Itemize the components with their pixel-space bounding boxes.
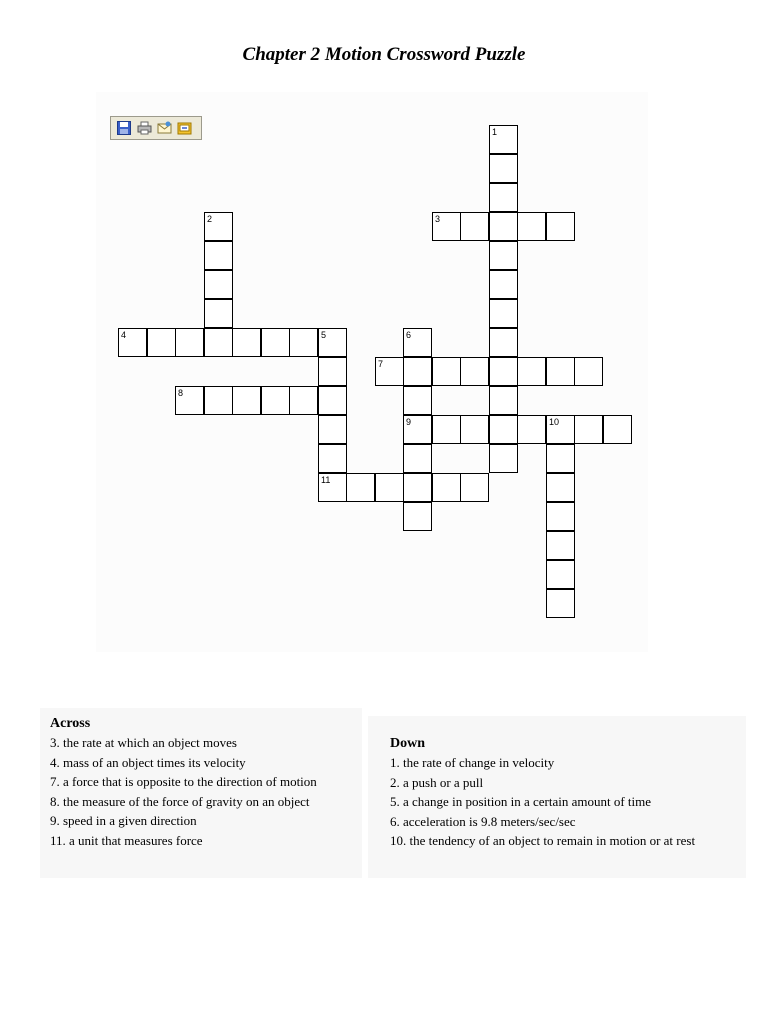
crossword-cell[interactable] [147,328,176,357]
crossword-cell[interactable] [346,473,375,502]
print-icon [137,121,152,135]
crossword-cell[interactable] [432,212,461,241]
down-clue-10: 10. the tendency of an object to remain in motion or at rest [390,833,696,848]
crossword-cell[interactable] [375,357,404,386]
across-heading: Across [50,716,91,731]
across-clue-4: 4. mass of an object times its velocity [50,754,246,770]
crossword-cell[interactable] [489,154,518,183]
crossword-cell[interactable] [546,444,575,473]
crossword-cell[interactable] [175,386,204,415]
crossword-cell[interactable] [546,357,575,386]
crossword-cell[interactable] [118,328,147,357]
clue-number: 8 [178,388,184,398]
crossword-cell[interactable] [403,357,432,386]
crossword-cell[interactable] [318,415,347,444]
crossword-cell[interactable] [546,560,575,589]
print-button[interactable] [135,119,153,137]
crossword-cell[interactable] [403,415,432,444]
crossword-cell[interactable] [175,328,204,357]
clue-number: 11 [321,475,331,485]
crossword-cell[interactable] [432,473,461,502]
down-clue-5: 5. a change in position in a certain amount of time [390,794,652,809]
crossword-cell[interactable] [204,386,233,415]
crossword-cell[interactable] [489,241,518,270]
puzzle-toolbar [110,116,202,140]
crossword-cell[interactable] [261,386,290,415]
crossword-cell[interactable] [489,212,518,241]
crossword-cell[interactable] [489,415,518,444]
crossword-cell[interactable] [574,357,603,386]
across-clue-8: 8. the measure of the force of gravity on an object [50,793,310,809]
email-button[interactable] [155,119,173,137]
down-clue-2: 2. a push or a pull [390,774,484,790]
email-icon [157,121,172,135]
across-clue-9: 9. speed in a given direction [50,813,197,828]
crossword-cell[interactable] [318,386,347,415]
crossword-cell[interactable] [289,328,318,357]
clue-number: 5 [321,330,327,340]
crossword-cell[interactable] [574,415,603,444]
export-icon [177,121,192,135]
crossword-cell[interactable] [546,212,575,241]
crossword-cell[interactable] [546,415,575,444]
crossword-cell[interactable] [489,386,518,415]
crossword-cell[interactable] [489,270,518,299]
crossword-cell[interactable] [489,183,518,212]
crossword-cell[interactable] [403,444,432,473]
crossword-cell[interactable] [403,473,432,502]
crossword-cell[interactable] [318,328,347,357]
crossword-cell[interactable] [517,212,546,241]
crossword-cell[interactable] [261,328,290,357]
crossword-cell[interactable] [489,328,518,357]
crossword-cell[interactable] [432,357,461,386]
crossword-cell[interactable] [517,415,546,444]
crossword-cell[interactable] [204,299,233,328]
crossword-cell[interactable] [489,357,518,386]
clue-number: 1 [492,127,498,137]
crossword-cell[interactable] [489,125,518,154]
crossword-cell[interactable] [375,473,404,502]
export-button[interactable] [175,119,193,137]
clue-number: 7 [378,359,384,369]
crossword-cell[interactable] [318,473,347,502]
clue-number: 10 [549,417,560,427]
crossword-cell[interactable] [232,386,261,415]
across-clue-7: 7. a force that is opposite to the direction of motion [50,774,317,789]
crossword-cell[interactable] [460,357,489,386]
crossword-cell[interactable] [204,212,233,241]
crossword-cell[interactable] [204,328,233,357]
save-button[interactable] [115,119,133,137]
crossword-cell[interactable] [318,357,347,386]
save-icon [117,121,131,135]
crossword-cell[interactable] [517,357,546,386]
crossword-cell[interactable] [546,502,575,531]
crossword-cell[interactable] [403,502,432,531]
down-clue-6: 6. acceleration is 9.8 meters/sec/sec [390,813,576,829]
crossword-cell[interactable] [204,270,233,299]
crossword-cell[interactable] [546,589,575,618]
clue-number: 9 [406,417,412,427]
clue-number: 4 [121,330,127,340]
down-clues [368,716,746,878]
crossword-cell[interactable] [460,415,489,444]
crossword-cell[interactable] [489,299,518,328]
clue-number: 3 [435,214,441,224]
crossword-cell[interactable] [289,386,318,415]
crossword-cell[interactable] [546,531,575,560]
page-title: Chapter 2 Motion Crossword Puzzle [242,44,526,65]
clue-number: 6 [406,330,412,340]
crossword-cell[interactable] [460,212,489,241]
crossword-cell[interactable] [603,415,632,444]
down-clue-1: 1. the rate of change in velocity [390,755,555,770]
crossword-cell[interactable] [204,241,233,270]
crossword-cell[interactable] [318,444,347,473]
down-heading: Down [390,736,426,751]
crossword-cell[interactable] [489,444,518,473]
crossword-cell[interactable] [403,386,432,415]
across-clues [40,708,362,878]
crossword-cell[interactable] [546,473,575,502]
clue-number: 2 [207,214,213,224]
crossword-cell[interactable] [232,328,261,357]
across-clue-11: 11. a unit that measures force [50,832,203,848]
across-clue-3: 3. the rate at which an object moves [50,735,237,750]
crossword-cell[interactable] [432,415,461,444]
crossword-cell[interactable] [403,328,432,357]
crossword-cell[interactable] [460,473,489,502]
